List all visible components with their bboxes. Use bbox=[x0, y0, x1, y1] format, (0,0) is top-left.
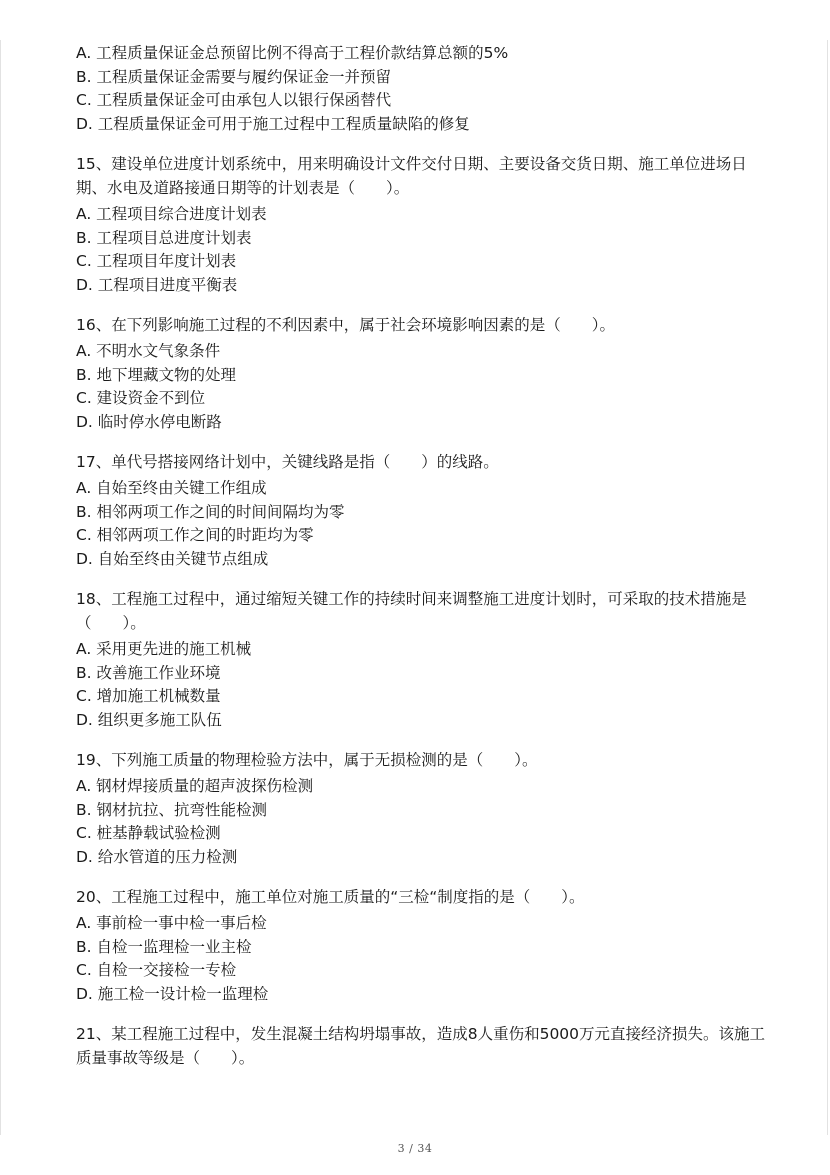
question-text: 16、在下列影响施工过程的不利因素中，属于社会环境影响因素的是（ ）。 bbox=[76, 316, 615, 334]
option-b: B. 工程质量保证金需要与履约保证金一并预留 bbox=[76, 67, 391, 86]
question-21 bbox=[76, 1022, 766, 1070]
question-text: 18、工程施工过程中，通过缩短关键工作的持续时间来调整施工进度计划时，可采取的技术措施是（ ）。 bbox=[76, 590, 747, 632]
option-d: D. 工程质量保证金可用于施工过程中工程质量缺陷的修复 bbox=[76, 114, 470, 133]
question-14-options bbox=[76, 42, 766, 136]
option-b: B. 相邻两项工作之间的时间间隔均为零 bbox=[76, 502, 345, 521]
option-c: C. 增加施工机械数量 bbox=[76, 687, 221, 705]
option-a: A. 不明水文气象条件 bbox=[76, 342, 221, 360]
option-c: C. 建设资金不到位 bbox=[76, 389, 206, 407]
question-text: 20、工程施工过程中，施工单位对施工质量的“三检“制度指的是（ ）。 bbox=[76, 888, 585, 906]
option-d: D. 施工检一设计检一监理检 bbox=[76, 984, 269, 1003]
option-a: A. 工程质量保证金总预留比例不得高于工程价款结算总额的5% bbox=[76, 44, 509, 62]
option-d: D. 工程项目进度平衡表 bbox=[76, 275, 238, 294]
question-20 bbox=[76, 885, 766, 1006]
page-content bbox=[76, 40, 766, 1073]
question-16 bbox=[76, 313, 766, 434]
option-c: C. 桩基静载试验检测 bbox=[76, 824, 221, 842]
option-c: C. 工程项目年度计划表 bbox=[76, 252, 237, 270]
question-18 bbox=[76, 587, 766, 732]
option-d: D. 临时停水停电断路 bbox=[76, 412, 222, 431]
page-number: 3 / 34 bbox=[397, 1142, 433, 1155]
option-a: A. 事前检一事中检一事后检 bbox=[76, 914, 267, 932]
option-b: B. 钢材抗拉、抗弯性能检测 bbox=[76, 800, 267, 819]
option-d: D. 给水管道的压力检测 bbox=[76, 847, 238, 866]
document-page bbox=[0, 40, 828, 1135]
option-b: B. 地下埋藏文物的处理 bbox=[76, 365, 236, 384]
option-c: C. 自检一交接检一专检 bbox=[76, 961, 237, 979]
option-c: C. 工程质量保证金可由承包人以银行保函替代 bbox=[76, 91, 392, 109]
option-b: B. 改善施工作业环境 bbox=[76, 663, 221, 682]
option-b: B. 工程项目总进度计划表 bbox=[76, 228, 252, 247]
option-b: B. 自检一监理检一业主检 bbox=[76, 937, 252, 956]
question-text: 15、建设单位进度计划系统中，用来明确设计文件交付日期、主要设备交货日期、施工单位进场日期、水电及道路接通日期等的计划表是（ ）。 bbox=[76, 155, 747, 197]
option-a: A. 自始至终由关键工作组成 bbox=[76, 479, 267, 497]
question-19 bbox=[76, 748, 766, 869]
option-c: C. 相邻两项工作之间的时距均为零 bbox=[76, 526, 314, 544]
option-d: D. 自始至终由关键节点组成 bbox=[76, 549, 269, 568]
option-a: A. 钢材焊接质量的超声波探伤检测 bbox=[76, 777, 314, 795]
option-d: D. 组织更多施工队伍 bbox=[76, 710, 222, 729]
option-a: A. 采用更先进的施工机械 bbox=[76, 640, 252, 658]
question-text: 21、某工程施工过程中，发生混凝土结构坍塌事故，造成8人重伤和5000万元直接经济损失。该施工质量事故等级是（ ）。 bbox=[76, 1025, 766, 1067]
option-a: A. 工程项目综合进度计划表 bbox=[76, 205, 267, 223]
question-17 bbox=[76, 450, 766, 571]
question-text: 19、下列施工质量的物理检验方法中，属于无损检测的是（ ）。 bbox=[76, 751, 538, 769]
question-text: 17、单代号搭接网络计划中，关键线路是指（ ）的线路。 bbox=[76, 453, 499, 471]
question-15 bbox=[76, 152, 766, 297]
